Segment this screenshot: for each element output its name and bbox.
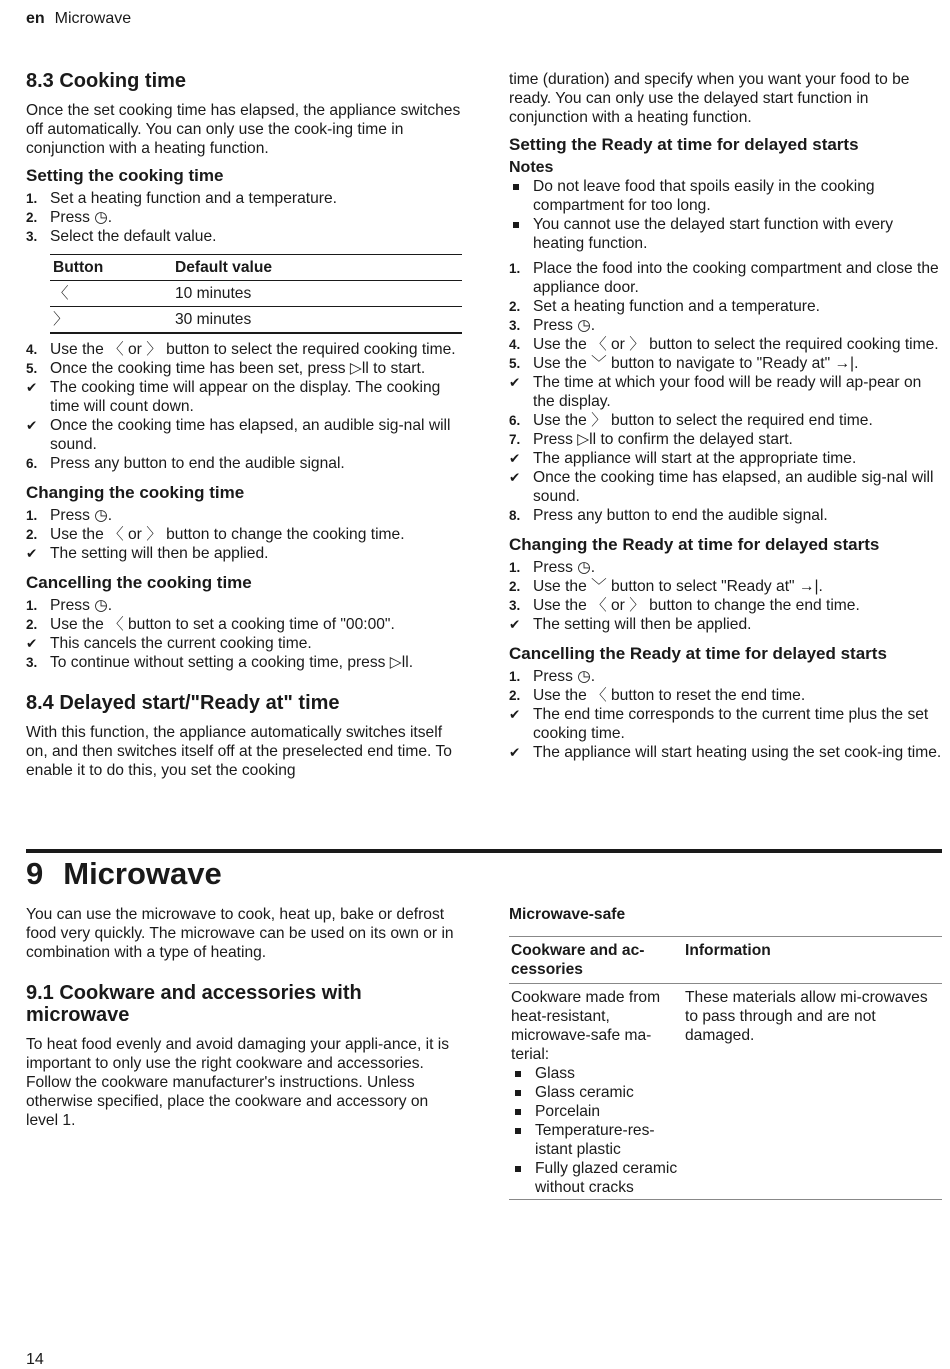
step-text: Use the 〈 button to set a cooking time of "00:00". [50, 616, 395, 633]
result-item [26, 416, 462, 454]
step-text: Use the 〉 button to select the required end time. [533, 412, 873, 429]
check-icon: ✔ [509, 375, 521, 390]
step-text: Press ◷. [533, 559, 596, 576]
cookware-cell [509, 984, 683, 1200]
step-text: Select the default value. [50, 228, 217, 245]
bullet-item [511, 1159, 681, 1197]
chapter-9-right-column [509, 905, 942, 1200]
step-number: 2. [509, 579, 521, 594]
step-number: 1. [26, 508, 38, 523]
bullet-text: Glass [535, 1065, 575, 1082]
step-number: 2. [26, 617, 38, 632]
step-number: 1. [26, 598, 38, 613]
result-item [26, 378, 462, 416]
step-item [509, 316, 942, 335]
result-item [509, 705, 942, 743]
bullet-square-icon [515, 1128, 521, 1134]
step-text: Use the ﹀ button to navigate to "Ready at" →|. [533, 355, 859, 372]
step-text: The time at which your food will be ready will ap-pear on the display. [533, 374, 922, 410]
bullet-square-icon [515, 1071, 521, 1077]
step-number: 5. [509, 356, 521, 371]
step-item [26, 615, 462, 634]
step-item [509, 686, 942, 705]
table-row [50, 307, 462, 334]
step-text: Press ◷. [50, 597, 113, 614]
step-number: 2. [509, 299, 521, 314]
ready-at-steps-list [509, 259, 942, 525]
notes-list [509, 177, 942, 253]
section-8-3-intro: Once the set cooking time has elapsed, the appliance switches off automatically. You can only use the cook-ing time in conjunction with a heating function. [26, 102, 461, 157]
step-text: Use the ﹀ button to select "Ready at" →|. [533, 578, 823, 595]
step-text: Once the cooking time has elapsed, an audible sig-nal will sound. [50, 417, 451, 453]
result-item [509, 449, 942, 468]
check-icon: ✔ [509, 707, 521, 722]
result-item [26, 544, 462, 563]
bullet-square-icon [515, 1090, 521, 1096]
step-item [509, 667, 942, 686]
result-item [509, 373, 942, 411]
step-item [509, 354, 942, 373]
cancelling-ready-at-heading: Cancelling the Ready at time for delayed starts [509, 644, 887, 663]
result-item [509, 743, 942, 762]
page-header [26, 10, 131, 28]
section-9-1-heading: 9.1 Cookware and accessories with microwave [26, 982, 362, 1026]
step-number: 2. [26, 210, 38, 225]
step-number: 3. [509, 318, 521, 333]
step-text: Use the 〈 or 〉 button to select the required cooking time. [533, 336, 939, 353]
check-icon: ✔ [26, 418, 38, 433]
bullet-text: You cannot use the delayed start function with every heating function. [533, 216, 894, 252]
notes-label: Notes [509, 159, 554, 176]
bullet-item [511, 1121, 681, 1159]
default-value-table [50, 254, 462, 334]
cancelling-ready-at-steps [509, 667, 942, 762]
step-number: 3. [26, 655, 38, 670]
left-arrow-icon: 〈 [50, 281, 172, 307]
step-text: Use the 〈 or 〉 button to select the required cooking time. [50, 341, 456, 358]
step-item [26, 454, 462, 473]
changing-ready-at-steps [509, 558, 942, 634]
changing-cooking-time-heading: Changing the cooking time [26, 483, 245, 502]
step-text: Press ◷. [50, 209, 113, 226]
step-item [26, 227, 462, 246]
step-text: Press ◷. [533, 317, 596, 334]
table-cell: 10 minutes [172, 281, 462, 307]
bullet-item [509, 215, 942, 253]
bullet-item [511, 1083, 681, 1102]
step-number: 4. [26, 342, 38, 357]
step-text: Use the 〈 button to reset the end time. [533, 687, 806, 704]
section-8-4-intro: With this function, the appliance automatically switches itself on, and then switches itself off at the preselected end time. To enable it to do this, you set the cooking [26, 724, 452, 779]
check-icon: ✔ [26, 546, 38, 561]
step-item [509, 259, 942, 297]
changing-ready-at-heading: Changing the Ready at time for delayed starts [509, 535, 880, 554]
chapter-9-left-column [26, 905, 462, 1130]
step-item [26, 525, 462, 544]
bullet-square-icon [513, 222, 519, 228]
step-item [509, 506, 942, 525]
step-text: The setting will then be applied. [533, 616, 752, 633]
step-number: 1. [509, 560, 521, 575]
bullet-square-icon [513, 184, 519, 190]
setting-cooking-time-heading: Setting the cooking time [26, 166, 224, 185]
check-icon: ✔ [509, 451, 521, 466]
step-text: Press any button to end the audible signal. [50, 455, 345, 472]
bullet-square-icon [515, 1109, 521, 1115]
table-header-default: Default value [172, 255, 462, 281]
step-text: The appliance will start at the appropriate time. [533, 450, 857, 467]
step-text: Press ◷. [533, 668, 596, 685]
step-number: 6. [509, 413, 521, 428]
step-text: To continue without setting a cooking time, press ▷ll. [50, 654, 414, 671]
step-text: Place the food into the cooking compartment and close the appliance door. [533, 260, 939, 296]
step-number: 6. [26, 456, 38, 471]
section-9-1-paragraph-1: To heat food evenly and avoid damaging your appli-ance, it is important to only use the right cookware and accessories. [26, 1036, 450, 1072]
bullet-text: Temperature-res-istant plastic [535, 1122, 655, 1158]
changing-steps-list [26, 506, 462, 563]
step-item [509, 577, 942, 596]
left-column [26, 70, 462, 780]
language-code: en [26, 10, 45, 27]
step-text: Press any button to end the audible signal. [533, 507, 828, 524]
bullet-text: Fully glazed ceramic without cracks [535, 1160, 678, 1196]
result-item [509, 615, 942, 634]
step-number: 5. [26, 361, 38, 376]
step-number: 1. [509, 669, 521, 684]
table-row [50, 281, 462, 307]
step-item [509, 558, 942, 577]
step-text: Once the cooking time has elapsed, an audible sig-nal will sound. [533, 469, 934, 505]
step-number: 3. [26, 229, 38, 244]
step-item [509, 335, 942, 354]
step-item [26, 340, 462, 359]
setting-steps-list [26, 189, 462, 246]
check-icon: ✔ [26, 380, 38, 395]
setting-steps-list-continued [26, 340, 462, 473]
check-icon: ✔ [509, 470, 521, 485]
step-text: The setting will then be applied. [50, 545, 269, 562]
check-icon: ✔ [509, 745, 521, 760]
step-item [509, 297, 942, 316]
step-item [26, 596, 462, 615]
step-number: 8. [509, 508, 521, 523]
step-text: Use the 〈 or 〉 button to change the cooking time. [50, 526, 405, 543]
step-text: This cancels the current cooking time. [50, 635, 312, 652]
step-item [26, 653, 462, 672]
table-header-button: Button [50, 255, 172, 281]
step-number: 2. [509, 688, 521, 703]
cancelling-steps-list [26, 596, 462, 672]
section-9-1-paragraph-2: Follow the cookware manufacturer's instructions. Unless otherwise specified, place the cookware and accessory on level 1. [26, 1074, 429, 1129]
section-8-4-intro-continued: time (duration) and specify when you want your food to be ready. You can only use the delayed start function in conjunction with a heating function. [509, 71, 910, 126]
cookware-description: Cookware made from heat-resistant, microwave-safe ma-terial: [511, 989, 661, 1063]
step-text: Set a heating function and a temperature. [533, 298, 820, 315]
step-number: 3. [509, 598, 521, 613]
step-number: 1. [26, 191, 38, 206]
bullet-text: Glass ceramic [535, 1084, 634, 1101]
right-column [509, 70, 942, 762]
material-list [511, 1064, 681, 1197]
step-item [26, 359, 462, 378]
chapter-9-heading [26, 856, 222, 892]
setting-ready-at-heading: Setting the Ready at time for delayed starts [509, 135, 859, 154]
step-item [509, 430, 942, 449]
step-number: 2. [26, 527, 38, 542]
microwave-safe-table [509, 936, 942, 1200]
right-arrow-icon: 〉 [50, 307, 172, 334]
header-title: Microwave [54, 10, 132, 27]
chapter-divider [26, 849, 942, 853]
step-number: 7. [509, 432, 521, 447]
check-icon: ✔ [26, 636, 38, 651]
step-text: Press ▷ll to confirm the delayed start. [533, 431, 793, 448]
bullet-item [511, 1102, 681, 1121]
bullet-text: Porcelain [535, 1103, 601, 1120]
step-text: Press ◷. [50, 507, 113, 524]
step-text: The cooking time will appear on the display. The cooking time will count down. [50, 379, 441, 415]
step-text: Set a heating function and a temperature. [50, 190, 337, 207]
cancelling-cooking-time-heading: Cancelling the cooking time [26, 573, 252, 592]
table-header-cookware: Cookware and ac-cessories [509, 937, 683, 984]
chapter-number: 9 [26, 856, 44, 891]
step-text: Use the 〈 or 〉 button to change the end time. [533, 597, 860, 614]
bullet-item [509, 177, 942, 215]
chapter-9-intro: You can use the microwave to cook, heat up, bake or defrost food very quickly. The microwave can be used on its own or in combination with a type of heating. [26, 906, 454, 961]
step-number: 4. [509, 337, 521, 352]
bullet-square-icon [515, 1166, 521, 1172]
table-row [509, 984, 942, 1200]
table-cell: 30 minutes [172, 307, 462, 334]
step-item [509, 596, 942, 615]
step-text: The end time corresponds to the current time plus the set cooking time. [533, 706, 929, 742]
step-text: The appliance will start heating using the set cook-ing time. [533, 744, 942, 761]
page-number: 14 [26, 1351, 44, 1368]
step-item [26, 208, 462, 227]
step-item [509, 411, 942, 430]
result-item [509, 468, 942, 506]
bullet-text: Do not leave food that spoils easily in the cooking compartment for too long. [533, 178, 875, 214]
section-8-3-heading: 8.3 Cooking time [26, 70, 187, 92]
table-caption: Microwave-safe [509, 906, 626, 923]
check-icon: ✔ [509, 617, 521, 632]
step-item [26, 189, 462, 208]
step-item [26, 506, 462, 525]
result-item [26, 634, 462, 653]
section-8-4-heading: 8.4 Delayed start/"Ready at" time [26, 692, 340, 714]
chapter-title: Microwave [63, 856, 222, 891]
bullet-item [511, 1064, 681, 1083]
step-text: Once the cooking time has been set, press ▷ll to start. [50, 360, 426, 377]
table-header-information: Information [683, 937, 942, 984]
information-cell: These materials allow mi-crowaves to pass through and are not damaged. [683, 984, 942, 1200]
step-number: 1. [509, 261, 521, 276]
